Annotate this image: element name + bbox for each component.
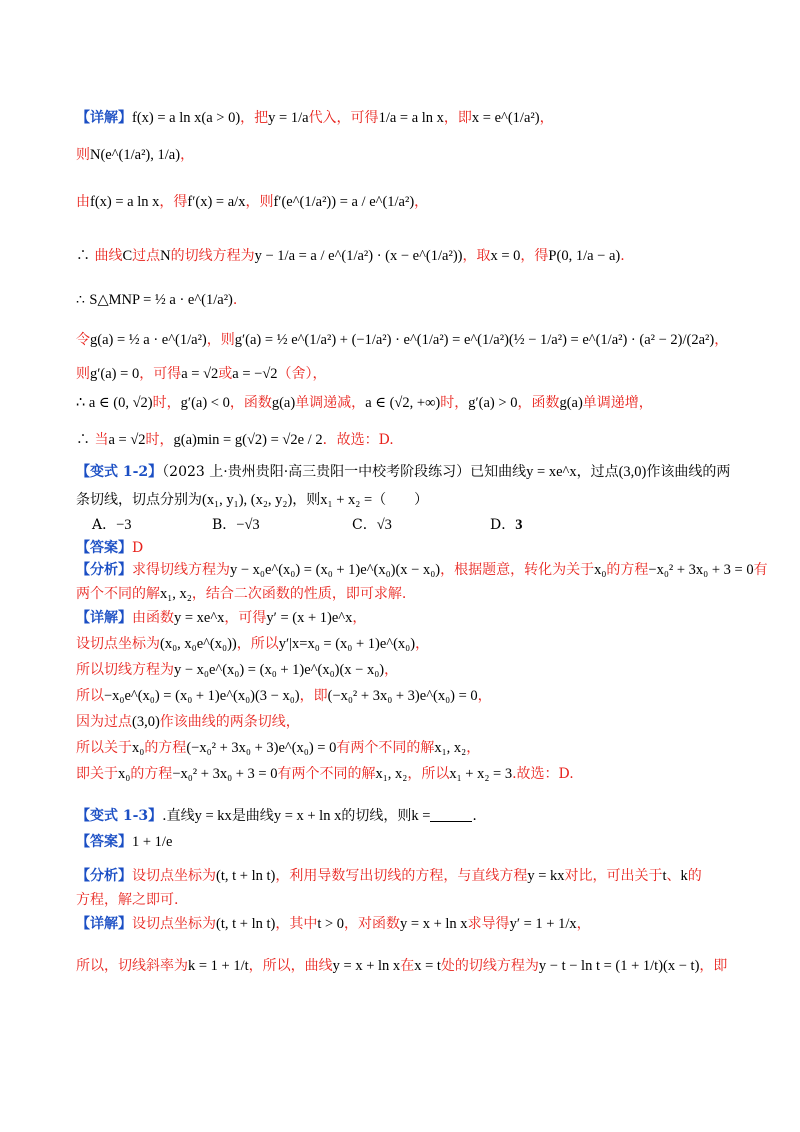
math-expression: y′ = (x + 1)e^x [266,610,353,626]
solution-line-2 [76,145,740,165]
math-expression: (−x₀² + 3x₀ + 3)e^(x₀) = 0 [186,740,337,756]
therefore-symbol: ∴ [76,432,90,448]
text: 求导得 [467,916,510,932]
solution-line-3 [76,192,740,212]
text: 设切点坐标为 [132,868,216,884]
math-expression: (t, t + ln t) [216,868,276,884]
text: 单调递减， [295,395,366,411]
math-expression: x₀ [132,740,145,756]
math-expression: y′ = 1 + 1/x [509,916,577,932]
math-expression: f′(e^(1/a²)) = a / e^(1/a²) [273,194,415,210]
math-expression: t > 0 [317,916,345,932]
text: ，对函数 [344,916,401,932]
text: . [472,808,477,824]
text: 则 [76,366,90,382]
math-expression: 1/a = a ln x [378,110,444,126]
text: 令 [76,332,90,348]
text: （2023 上·贵州贵阳·高三贵阳一中校考阶段练习）已知曲线 [162,464,527,480]
math-expression: (−x₀² + 3x₀ + 3)e^(x₀) = 0 [327,688,478,704]
solution-line-5 [76,290,740,310]
math-expression: (3,0) [618,464,647,480]
math-expression: y − 1/a = a / e^(1/a²) · (x − e^(1/a²)) [254,248,463,264]
text: ， [180,147,195,163]
math-expression: (t, t + ln t) [216,916,276,932]
math-expression: x₁, x₂ [375,766,408,782]
solution-line-4 [76,246,740,266]
analysis-tag: 【分析】 [76,562,132,578]
math-expression: x = t [414,958,441,974]
text: 对比，可出关于 [564,868,663,884]
solution-line-7 [76,364,740,384]
answer-tag: 【答案】 [76,540,132,556]
math-expression: a = √2 [181,366,219,382]
math-expression: g′(a) > 0 [468,395,518,411]
text: 作该曲线的两条切线， [159,714,300,730]
text: 求得切线方程为 [132,562,230,578]
text: ， [576,916,591,932]
math-expression: y − x₀e^(x₀) = (x₀ + 1)e^(x₀)(x − x₀) [230,562,441,578]
text: . [620,248,625,264]
text: 由 [76,194,90,210]
text: 的方程 [130,766,173,782]
math-expression: x₁, x₂ [434,740,467,756]
text: 的 [687,868,702,884]
math-expression: (x₀, x₀e^(x₀)) [160,636,237,652]
math-expression: y = xe^x [526,464,577,480]
math-expression: x₁ + x₂ = [320,492,373,508]
text: ，根据题意，转化为关于 [440,562,595,578]
math-expression: y − t − ln t = (1 + 1/t)(x − t) [538,958,700,974]
text: ，把 [240,110,269,126]
math-expression: y = x + ln x [273,808,342,824]
text: 、 [666,868,681,884]
text: .直线 [162,808,195,824]
math-expression: y = 1/a [268,110,309,126]
text: ，利用导数写出切线的方程，与直线方程 [275,868,528,884]
text: 在 [400,958,415,974]
math-expression: x = 0 [490,248,521,264]
answer-line [76,832,740,852]
math-expression: g′(a) = ½ e^(1/a²) + (−1/a²) · e^(1/a²) = e^(1/a²)(½ − 1/a²) = e^(1/a²) · (a² − 2)/(2a²) [234,332,715,348]
math-expression: g(a) [559,395,583,411]
math-expression: y = x + ln x [332,958,401,974]
math-expression: −x₀² + 3x₀ + 3 = 0 [172,766,278,782]
text: ，即 [443,110,472,126]
text: ，所以，曲线 [248,958,333,974]
text: 的切线方程为 [170,248,255,264]
variant-tag: 【变式 1-3】 [76,808,163,824]
text: ，可得 [224,610,267,626]
text: 处的切线方程为 [440,958,539,974]
math-expression: y′|x=x₀ = (x₀ + 1)e^(x₀) [278,636,416,652]
math-expression: x₁, x₂ [160,586,192,602]
answer-value: D [132,540,144,556]
text: ，函数 [517,395,560,411]
math-expression: g(a) = ½ a · e^(1/a²) [90,332,207,348]
option-c: C．√3 [352,517,392,533]
text: 作该曲线的两 [646,464,731,480]
text: ，则 [206,332,235,348]
text: 所以，切线斜率为 [76,958,188,974]
text: 所以切线方程为 [76,662,174,678]
text: ，得 [159,194,188,210]
text: 当 [94,432,109,448]
analysis-line-2 [76,890,740,910]
math-expression: x = e^(1/a²) [471,110,540,126]
detail-line-4 [76,686,740,706]
math-expression: g(a) [271,395,296,411]
text: 的切线，则 [341,808,412,824]
detail-line-2 [76,634,740,654]
text: ，即 [299,688,328,704]
text: （ ） [372,492,429,508]
answer-value: 1 + 1/e [132,834,173,850]
math-expression: x₀ [118,766,131,782]
math-expression: y = kx [527,868,565,884]
text: ， [466,740,481,756]
text: 的方程 [606,562,649,578]
math-expression: t [662,868,667,884]
solution-line-9 [76,430,740,450]
math-expression: a = −√2 [232,366,278,382]
detail-line-5 [76,712,740,732]
math-expression: y − x₀e^(x₀) = (x₀ + 1)e^(x₀)(x − x₀) [174,662,385,678]
text: 过点 [132,248,161,264]
text: ，取 [462,248,491,264]
text: （舍）， [277,366,327,382]
text: 时， [440,395,469,411]
variant-tag: 【变式 1-2】 [76,464,163,480]
answer-tag: 【答案】 [76,834,132,850]
text: .故选：D. [512,766,574,782]
text: 时， [152,395,181,411]
text: ， [714,332,729,348]
math-expression: g(a)min = g(√2) = √2e / 2 [173,432,323,448]
answer-blank [430,807,472,822]
text: 设切点坐标为 [132,916,216,932]
text: ．故选：D. [322,432,394,448]
text: 代入，可得 [308,110,379,126]
text: ，即 [699,958,728,974]
text: ，过点 [576,464,619,480]
question-1-2-line-1 [76,462,740,482]
math-expression: −x₀e^(x₀) = (x₀ + 1)e^(x₀)(3 − x₀) [104,688,300,704]
analysis-line-1 [76,866,740,886]
text: 两个不同的解 [76,586,160,602]
answer-line [76,538,740,558]
text: ， [477,688,492,704]
text: 即关于 [76,766,118,782]
math-expression: k = [411,808,431,824]
detail-line-7 [76,764,740,784]
math-expression: y = kx [194,808,232,824]
solution-line-1 [76,108,740,128]
text: . [232,292,238,308]
math-expression: f(x) = a ln x(a > 0) [132,110,241,126]
text: ，则 [292,492,321,508]
text: ，所以 [236,636,279,652]
text: 单调递增， [582,395,653,411]
text: ， [539,110,554,126]
text: 有两个不同的解 [336,740,435,756]
text: ， [352,610,367,626]
question-1-3-line [76,806,740,826]
detail-line-6 [76,738,740,758]
math-expression: x₀ [594,562,607,578]
math-expression: N [160,248,171,264]
text: ，所以 [407,766,450,782]
text: 或 [218,366,233,382]
math-expression: y = xe^x [174,610,225,626]
text: ，可得 [139,366,182,382]
math-expression: f′(x) = a/x [187,194,246,210]
text: 方程，解之即可. [76,892,179,908]
math-expression: g′(a) < 0 [180,395,230,411]
text: 条切线，切点分别为 [76,492,202,508]
text: 所以关于 [76,740,132,756]
text: 则 [76,147,90,163]
question-1-2-line-2 [76,490,740,510]
therefore-symbol: ∴ [76,248,90,264]
text: ， [414,194,429,210]
math-expression: g′(a) = 0 [90,366,140,382]
math-expression: k [680,868,688,884]
text: 曲线 [94,248,123,264]
text: 所以 [76,688,104,704]
text: ，结合二次函数的性质，即可求解. [191,586,407,602]
math-expression: y = x + ln x [400,916,468,932]
analysis-tag: 【分析】 [76,868,132,884]
text: 由函数 [132,610,174,626]
math-expression: ∴ a ∈ (0, √2) [76,395,153,411]
text: ，函数 [229,395,272,411]
text: 时， [145,432,174,448]
text: ，得 [520,248,549,264]
text: ，则 [245,194,274,210]
math-expression: −x₀² + 3x₀ + 3 = 0 [648,562,754,578]
solution-line-6 [76,330,740,350]
math-expression: N(e^(1/a²), 1/a) [90,147,181,163]
math-expression: (x₁, y₁), (x₂, y₂) [202,492,293,508]
text: 的方程 [144,740,187,756]
math-expression: a = √2 [108,432,146,448]
analysis-line-2 [76,584,740,604]
math-expression: S△MNP = ½ a · e^(1/a²) [89,292,233,308]
text: 设切点坐标为 [76,636,160,652]
solution-line-8 [76,393,740,413]
text: ， [415,636,430,652]
analysis-line-1 [76,560,768,580]
option-d: D．3 [490,517,523,533]
text: 有 [753,562,768,578]
detail-tag: 【详解】 [76,916,132,932]
detail-line-2 [76,956,740,976]
detail-line-1 [76,608,740,628]
text: ， [384,662,399,678]
option-b: B．−√3 [212,517,260,533]
detail-line-1 [76,914,740,934]
detail-tag: 【详解】 [76,110,132,126]
detail-line-3 [76,660,740,680]
therefore-symbol: ∴ [76,292,85,308]
math-expression: C [122,248,133,264]
math-expression: f(x) = a ln x [90,194,160,210]
text: 因为过点 [76,714,132,730]
text: ，其中 [275,916,318,932]
option-a: A．−3 [92,517,132,533]
math-expression: P(0, 1/a − a) [548,248,621,264]
math-expression: a ∈ (√2, +∞) [365,395,441,411]
text: 是曲线 [231,808,274,824]
math-expression: k = 1 + 1/t [188,958,249,974]
detail-tag: 【详解】 [76,610,132,626]
math-expression: x₁ + x₂ = 3 [449,766,513,782]
text: 有两个不同的解 [277,766,376,782]
math-expression: (3,0) [132,714,160,730]
